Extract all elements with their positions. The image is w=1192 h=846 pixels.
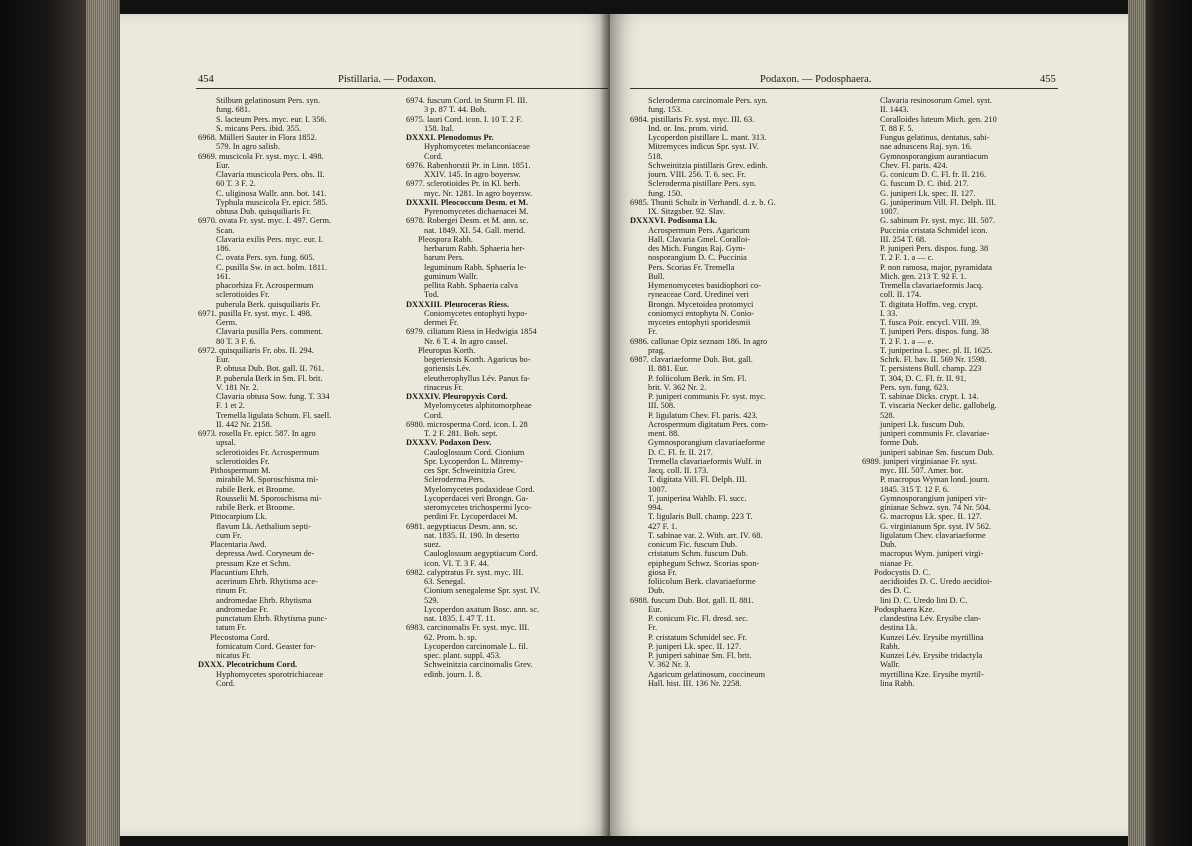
text-line: 6969. muscicola Fr. syst. myc. I. 498. (198, 151, 324, 161)
text-line: Fr. (648, 327, 658, 337)
text-line: P. conicum Fic. Fl. dresd. sec. (648, 614, 749, 623)
text-line: 6974. fuscum Cord. in Sturm Fl. III. (406, 96, 528, 105)
text-line: Kunzei Lév. Erysibe myrtillina (880, 632, 984, 642)
text-line: Gymnosporangium juniperi vir- (880, 493, 987, 503)
text-line: fornicatum Cord. Geaster for- (216, 641, 316, 651)
text-line: coll. II. 174. (880, 290, 922, 300)
genus-heading: DXXXIV. Pleuropyxis Cord. (406, 392, 508, 401)
text-line: Cauloglossum aegyptiacum Cord. (424, 549, 538, 559)
text-line: 528. (880, 410, 895, 420)
text-line: ces Spr. Schweinitzia Grev. (424, 466, 516, 475)
text-line: D. C. Fl. fr. II. 217. (648, 447, 713, 457)
text-line: T. 2 F. 281. Boh. sept. (424, 429, 498, 438)
text-line: des Mich. Fungus Raj. Gym- (648, 244, 746, 253)
text-line: conicum Fic. fuscum Dub. (648, 540, 738, 549)
text-line: T. 2 F. 1. a — e. (880, 336, 934, 346)
left-header-rule (196, 88, 608, 89)
text-line: flavum Lk. Aethalium septi- (216, 521, 311, 531)
text-line: 994. (648, 503, 663, 512)
text-line: rinaceus Fr. (424, 382, 464, 392)
text-line: nat. 1849. XI. 54. Gall. merid. (424, 225, 526, 235)
text-line: 6973. rosella Fr. epicr. 587. In agro (198, 429, 316, 438)
text-line: dermei Fr. (424, 318, 459, 327)
text-line: Tremella ligulata Schum. Fl. saell. (216, 410, 332, 420)
text-line: nat. 1835. I. 47 T. 11. (424, 614, 496, 623)
text-line: T. sabinae var. 2. With. arr. IV. 68. (648, 530, 763, 540)
text-line: I. 33. (880, 308, 898, 318)
text-line: Jacq. coll. II. 173. (648, 466, 709, 475)
text-line: T. fusca Poir. encycl. VIII. 39. (880, 318, 982, 327)
text-line: T. 304, D. C. Fl. fr. II. 91, (880, 373, 967, 383)
text-line: 186. (216, 244, 231, 253)
text-line: 6984. pistillaris Fr. syst. myc. III. 63. (630, 114, 755, 124)
text-line: foliicolum Berk. clavariaeforme (648, 577, 756, 586)
text-line: Hall. Clavaria Gmel. Coralloi- (648, 234, 751, 244)
text-line: Kunzei Lév. Erysibe tridactyla (880, 651, 983, 660)
text-line: eleutherophyllus Lév. Panus fa- (424, 373, 530, 383)
text-line: 6972. quisquiliaris Fr. obs. II. 294. (198, 345, 314, 355)
text-line: Acrospermum digitatum Pers. com- (648, 419, 769, 429)
text-line: pressum Kze et Schm. (216, 558, 291, 568)
text-line: Tod. (424, 290, 439, 300)
text-line: 6975. lauri Cord. icon. I. 10 T. 2 F. (406, 114, 523, 124)
text-line: Scleroderma carcinomale Pers. syn. (648, 96, 768, 105)
text-line: leguminum Rabh. Sphaeria le- (424, 262, 527, 272)
text-line: T. juniperina L. spec. pl. II. 1625. (880, 345, 993, 355)
text-line: T. sabinae Dicks. crypt. I. 14. (880, 392, 979, 401)
text-line: Pyrenomycetes dichaenacei M. (424, 207, 529, 216)
text-line: Ind. or. Ins. prom. virid. (648, 123, 729, 133)
text-line: aecidioides D. C. Uredo aecidioi- (880, 577, 993, 586)
text-line: 161. (216, 271, 231, 281)
text-line: Placuntium Ehrb. (210, 567, 269, 577)
text-line: macropus Wym. juniperi virgi- (880, 549, 984, 559)
text-line: Schweinitzia pistillaris Grev. edinb. (648, 160, 768, 170)
genus-heading: DXXXVI. Podisoma Lk. (630, 216, 718, 226)
text-line: Eur. (216, 355, 230, 364)
text-line: myc. III. 507. Amer. bor. (880, 466, 964, 475)
text-line: phacorhiza Fr. Acrospermum (216, 281, 314, 290)
text-line: 6986. callunae Opiz seznam 186. In agro (630, 336, 768, 346)
text-line: 6982. calyptratus Fr. syst. myc. III. (406, 567, 524, 577)
text-line: Rousselii M. Sporoschisma mi- (216, 493, 322, 503)
text-line: Lycoperdon carcinomale L. fil. (424, 641, 528, 651)
text-line: P. puberula Berk in Sm. Fl. brit. (216, 373, 323, 383)
text-line: 6983. carcinomalis Fr. syst. myc. III. (406, 623, 530, 633)
text-line: depressa Awd. Coryneum de- (216, 549, 315, 559)
text-line: Clavaria obtusa Sow. fung. T. 334 (216, 392, 330, 401)
text-line: ginianae Schwz. syn. 74 Nr. 504. (880, 503, 991, 512)
text-line: Cauloglossum Cord. Cionium (424, 447, 525, 457)
text-line: 6968. Mülleri Sauter in Flora 1852. (198, 133, 317, 142)
text-line: Mich. gen. 213 T. 92 F. 1. (880, 271, 967, 281)
text-line: T. digitata Hoffm. veg. crypt. (880, 299, 978, 309)
text-line: Clavaria muscicola Pers. obs. II. (216, 170, 325, 179)
text-line: sclerotioides Fr. (216, 290, 270, 300)
text-line: Dub. (880, 540, 897, 549)
text-line: Myelomycetes alphitomorpheae (424, 401, 532, 411)
text-line: Clavaria resinosorum Gmel. syst. (880, 96, 992, 105)
text-line: andromedae Fr. (216, 604, 269, 614)
text-line: nat. 1835. II. 190. In deserto (424, 530, 520, 540)
text-line: Typhula muscicola Fr. epicr. 585. (216, 197, 328, 207)
text-line: Cord. (424, 151, 443, 161)
text-line: P. juniperi sabinae Sm. Fl. brit. (648, 651, 752, 660)
text-line: guminum Wallr. (424, 271, 479, 281)
text-line: V. 181 Nr. 2. (216, 382, 259, 392)
text-line: 1007. (648, 484, 667, 494)
text-line: puberula Berk. quisquiliaris Fr. (216, 299, 321, 309)
text-line: steromycetes trichospermi lyco- (424, 503, 532, 512)
text-line: perdini Fr. Lycoperdacei M. (424, 512, 518, 522)
text-line: T. juniperi Pers. dispos. fung. 38 (880, 327, 989, 337)
text-line: brit. V. 362 Nr. 2. (648, 382, 707, 392)
text-line: G. conicum D. C. Fl. fr. II. 216. (880, 170, 987, 179)
text-line: P. juniperi communis Fr. syst. myc. (648, 392, 766, 401)
text-line: obtusa Dub. quisquiliaris Fr. (216, 207, 312, 216)
text-line: Bull. (648, 271, 665, 281)
text-line: Acrospermum Pers. Agaricum (648, 225, 750, 235)
text-line: fung. 150. (648, 188, 683, 198)
text-line: forme Dub. (880, 438, 919, 448)
text-line: S. micans Pers. ibid. 355. (216, 123, 302, 133)
text-line: fung. 153. (648, 105, 683, 115)
genus-heading: DXXXII. Pleococcum Desm. et M. (406, 197, 529, 207)
text-line: barum Pers. (424, 253, 465, 263)
text-line: Stilbum gelatinosum Pers. syn. (216, 96, 320, 105)
right-page-number: 455 (1040, 74, 1056, 85)
text-line: Plecostoma Cord. (210, 632, 270, 642)
text-line: 1845. 315 T. 12 F. 6. (880, 484, 950, 494)
text-line: 6977. sclerotioides Pr. in Kl. herb. (406, 179, 521, 189)
text-line: IX. Sitzgsber. 92. Slav. (648, 207, 725, 216)
text-line: Myelomycetes podaxideae Cord. (424, 484, 535, 494)
text-line: 158. Ital. (424, 123, 455, 133)
text-line: Eur. (216, 160, 230, 170)
text-line: 579. In agro salisb. (216, 142, 280, 152)
text-line: 427 F. 1. (648, 521, 678, 531)
text-line: nianae Fr. (880, 558, 914, 568)
text-line: Hyphomycetes sporotrichiaceae (216, 669, 324, 679)
text-line: 80 T. 3 F. 6. (216, 336, 256, 346)
text-line: Coniomycetes entophyti hypo- (424, 308, 528, 318)
text-line: ment. 88. (648, 429, 680, 438)
text-line: Podosphaera Kze. (874, 604, 935, 614)
text-line: pellita Rabh. Sphaeria calva (424, 281, 518, 290)
text-line: 6989. juniperi virginianae Fr. syst. (862, 456, 977, 466)
text-line: nae adnascens Raj. syn. 16. (880, 142, 972, 152)
text-line: P. foliicolum Berk. in Sm. Fl. (648, 373, 747, 383)
text-line: sclerotioides Fr. (216, 456, 270, 466)
text-line: begeriensis Korth. Agaricus bo- (424, 355, 531, 364)
text-line: 6970. ovata Fr. syst. myc. I. 497. Germ. (198, 216, 332, 226)
text-line: G. fuscum D. C. ibid. 217. (880, 179, 969, 189)
text-line: andromedae Ehrb. Rhytisma (216, 595, 312, 605)
text-line: XXIV. 145. In agro boyersw. (424, 170, 521, 179)
text-line: III. 254 T. 68. (880, 234, 927, 244)
text-line: Spr. Lycoperdon L. Mitremy- (424, 456, 523, 466)
text-line: 6971. pusilla Fr. syst. myc. I. 498. (198, 308, 312, 318)
text-line: T. persistens Bull. champ. 223 (880, 364, 982, 374)
text-line: icon. VI. T. 3 F. 44. (424, 558, 489, 568)
text-line: juniperi sabinae Sm. fuscum Dub. (880, 447, 994, 457)
text-line: Tremella clavariaeformis Wulf. in (648, 456, 762, 466)
text-line: II. 442 Nr. 2158. (216, 419, 272, 429)
text-line: 6976. Rabenhorstii Pr. in Linn. 1851. (406, 160, 531, 170)
text-line: Schweinitzia carcinomalis Grev. (424, 660, 533, 670)
text-line: P. juniperi Pers. dispos. fung. 38 (880, 244, 989, 253)
text-line: F. 1 et 2. (216, 401, 245, 411)
left-column-2 (406, 96, 606, 679)
text-line: 1007. (880, 207, 899, 216)
left-book-edge (0, 0, 120, 846)
text-line: T. juniperina Wahlb. Fl. succ. (648, 493, 747, 503)
text-line: Agaricum gelatinosum, coccineum (648, 669, 765, 679)
text-line: P. macropus Wyman lond. journ. (880, 475, 990, 485)
text-line: C. uliginosa Wallr. ann. bot. 141. (216, 188, 327, 198)
text-line: prag. (648, 345, 665, 355)
right-header-rule (630, 88, 1058, 89)
text-line: Clavaria exilis Pers. myc. eur. I. (216, 234, 324, 244)
text-line: suez. (424, 540, 441, 549)
text-line: 6979. ciliatum Riess in Hedwigia 1854 (406, 327, 537, 337)
text-line: cum Fr. (216, 530, 242, 540)
text-line: Cionium senegalense Spr. syst. IV. (424, 586, 540, 596)
text-line: Pers. syn. fung. 623. (880, 382, 949, 392)
text-line: II. 1443. (880, 105, 909, 115)
right-column-1 (630, 96, 856, 688)
text-line: Germ. (216, 318, 238, 327)
text-line: P. ligulatum Chev. Fl. paris. 423. (648, 410, 758, 420)
text-line: 6981. aegyptiacus Desm. ann. sc. (406, 521, 518, 531)
text-line: 62. Prom. b. sp. (424, 632, 477, 642)
text-line: tatum Fr. (216, 623, 247, 633)
right-book-edge (1128, 0, 1192, 846)
text-line: rabile Berk. et Broome. (216, 503, 295, 512)
right-running-head: Podaxon. — Podosphaera. (760, 74, 872, 85)
text-line: 6978. Robergei Desm. et M. ann. sc. (406, 216, 529, 226)
text-line: Tremella clavariaeformis Jacq. (880, 281, 984, 290)
text-line: II. 881. Eur. (648, 364, 689, 374)
text-line: cristatum Schm. fuscum Dub. (648, 549, 748, 559)
text-line: C. pusilla Sw. in act. holm. 1811. (216, 262, 328, 272)
text-line: Gymnosporangium aurantiacum (880, 151, 989, 161)
text-line: clandestina Lév. Erysibe clan- (880, 614, 981, 623)
left-column-1 (198, 96, 394, 688)
text-line: Scleroderma pistillare Pers. syn. (648, 179, 757, 189)
text-line: coniomyci entophyta N. Conio- (648, 308, 755, 318)
text-line: spec. plant. suppl. 453. (424, 651, 501, 660)
text-line: 3 p. 87 T. 44. Boh. (424, 105, 487, 115)
text-line: des D. C. (880, 586, 912, 596)
text-line: Clavaria pusilla Pers. comment. (216, 327, 323, 337)
text-line: juniperi Lk. fuscum Dub. (880, 419, 965, 429)
text-line: T. 2 F. 1. a — c. (880, 253, 934, 263)
text-line: C. ovata Pers. syn. fung. 605. (216, 253, 315, 263)
text-line: mycetes entophyti sporidesmii (648, 318, 751, 327)
text-line: nicatus Fr. (216, 651, 251, 660)
text-line: Brongn. Mycetoidea protomyci (648, 299, 754, 309)
text-line: III. 508. (648, 401, 676, 411)
text-line: Nr. 6 T. 4. In agro cassel. (424, 336, 508, 346)
text-line: V. 362 Nr. 3. (648, 660, 691, 670)
text-line: 518. (648, 151, 663, 161)
text-line: 6988. fuscum Dub. Bot. gall. II. 881. (630, 595, 754, 605)
text-line: 63. Senegal. (424, 577, 466, 586)
text-line: juniperi communis Fr. clavariae- (880, 429, 990, 438)
text-line: Pleuropus Korth. (418, 345, 476, 355)
text-line: journ. VIII. 256. T. 6. sec. Fr. (648, 170, 746, 179)
text-line: P. cristatum Schmidel sec. Fr. (648, 632, 747, 642)
genus-heading: DXXX. Plecotrichum Cord. (198, 660, 298, 670)
text-line: rabile Berk. et Broome. (216, 484, 295, 494)
text-line: acerinum Ehrb. Rhytisma ace- (216, 577, 318, 586)
text-line: 529. (424, 595, 439, 605)
text-line: Dub. (648, 586, 665, 596)
text-line: G. sabinum Fr. syst. myc. III. 507. (880, 216, 995, 226)
text-line: lina Rabh. (880, 678, 915, 688)
text-line: 6985. Thunii Schulz in Verhandl. d. z. b. G. (630, 197, 776, 207)
text-line: Hymenomycetes basidiophori co- (648, 281, 762, 290)
text-line: Rabh. (880, 641, 900, 651)
text-line: ryneaceae Cord. Uredinei veri (648, 290, 749, 300)
text-line: Mitremyces indicus Spr. syst. IV. (648, 142, 759, 152)
text-line: Cord. (216, 678, 235, 688)
text-line: Lycoperdacei veri Brongn. Ga- (424, 493, 529, 503)
text-line: Pithospermum M. (210, 466, 271, 475)
text-line: Hall. hist. III. 136 Nr. 2258. (648, 678, 742, 688)
text-line: Lycoperdon axatum Bosc. ann. sc. (424, 604, 540, 614)
text-line: Fungus gelatinus, dentatus, sabi- (880, 133, 990, 142)
text-line: Scleroderma Pers. (424, 475, 485, 485)
text-line: 6987. clavariaeforme Dub. Bot. gall. (630, 355, 753, 364)
text-line: sclerotioides Fr. Acrospermum (216, 447, 320, 457)
text-line: mirabile M. Sporoschisma mi- (216, 475, 319, 485)
text-line: Lycoperdon pistillare L. mant. 313. (648, 133, 767, 142)
left-running-head: Pistillaria. — Podaxon. (338, 74, 436, 85)
text-line: Scan. (216, 225, 235, 235)
right-column-2 (862, 96, 1062, 688)
text-line: upsal. (216, 438, 236, 448)
text-line: T. ligularis Bull. champ. 223 T. (648, 512, 753, 522)
right-page (610, 14, 1128, 836)
genus-heading: DXXXV. Podaxon Desv. (406, 438, 492, 448)
text-line: Pleospora Rabh. (418, 234, 473, 244)
text-line: T. 88 F. 5. (880, 123, 914, 133)
text-line: Gymnosporangium clavariaeforme (648, 438, 765, 448)
text-line: Hyphomycetes melanconiaceae (424, 142, 530, 152)
text-line: Wallr. (880, 660, 901, 670)
text-line: myrtillina Kze. Erysibe myrtil- (880, 669, 984, 679)
text-line: P. juniperi Lk. spec. II. 127. (648, 641, 742, 651)
text-line: edinb. journ. I. 8. (424, 669, 482, 679)
text-line: G. virginianum Spr. syst. IV 562. (880, 521, 992, 531)
text-line: Eur. (648, 604, 662, 614)
text-line: Chev. Fl. paris. 424. (880, 160, 948, 170)
text-line: epiphegum Schwz. Scorias spon- (648, 558, 760, 568)
text-line: destina Lk. (880, 623, 918, 633)
text-line: Schrk. Fl. bav. II. 569 Nr. 1598. (880, 355, 987, 364)
text-line: nosporangium D. C. Puccinia (648, 253, 747, 263)
text-line: herbarum Rabh. Sphaeria her- (424, 244, 525, 253)
text-line: goriensis Lév. (424, 364, 471, 374)
text-line: P. obtusa Dub. Bot. gall. II. 761. (216, 364, 324, 374)
text-line: myc. Nr. 1281. In agro boyersw. (424, 188, 533, 198)
left-page (120, 14, 610, 836)
genus-heading: DXXXIII. Pleuroceras Riess. (406, 299, 510, 309)
text-line: lini D. C. Uredo lini D. C. (880, 595, 968, 605)
text-line: S. lacteum Pers. myc. eur. I. 356. (216, 114, 327, 124)
text-line: G. juniperi Lk. spec. II. 127. (880, 188, 976, 198)
text-line: 60 T. 3 F. 2. (216, 179, 256, 189)
text-line: Pittocarpium Lk. (210, 512, 267, 522)
text-line: Pers. Scorias Fr. Tremella (648, 262, 735, 272)
text-line: giosa Fr. (648, 567, 677, 577)
text-line: punctatum Ehrb. Rhytisma punc- (216, 614, 328, 623)
text-line: Cord. (424, 410, 443, 420)
text-line: T. digitata Vill. Fl. Delph. III. (648, 475, 747, 485)
text-line: Coralloides luteum Mich. gen. 210 (880, 114, 997, 124)
text-line: Placentaria Awd. (210, 540, 267, 549)
text-line: G. macropus Lk. spec. II. 127. (880, 512, 982, 522)
left-page-number: 454 (198, 74, 214, 85)
text-line: fung. 681. (216, 105, 251, 115)
text-line: P. non ramosa, major, pyramidata (880, 262, 993, 272)
text-line: Puccinia cristata Schmidel icon. (880, 225, 988, 235)
text-line: 6980. microsperma Cord. icon. I. 28 (406, 419, 528, 429)
text-line: ligulatum Chev. clavariaeforme (880, 530, 986, 540)
text-line: rinum Fr. (216, 586, 248, 596)
text-line: T. viscaria Necker delic. gallobelg. (880, 401, 997, 411)
text-line: Podocystis D. C. (874, 567, 931, 577)
text-line: Fr. (648, 623, 658, 633)
genus-heading: DXXXI. Plenodomus Pr. (406, 133, 494, 142)
text-line: G. juniperinum Vill. Fl. Delph. III. (880, 197, 997, 207)
